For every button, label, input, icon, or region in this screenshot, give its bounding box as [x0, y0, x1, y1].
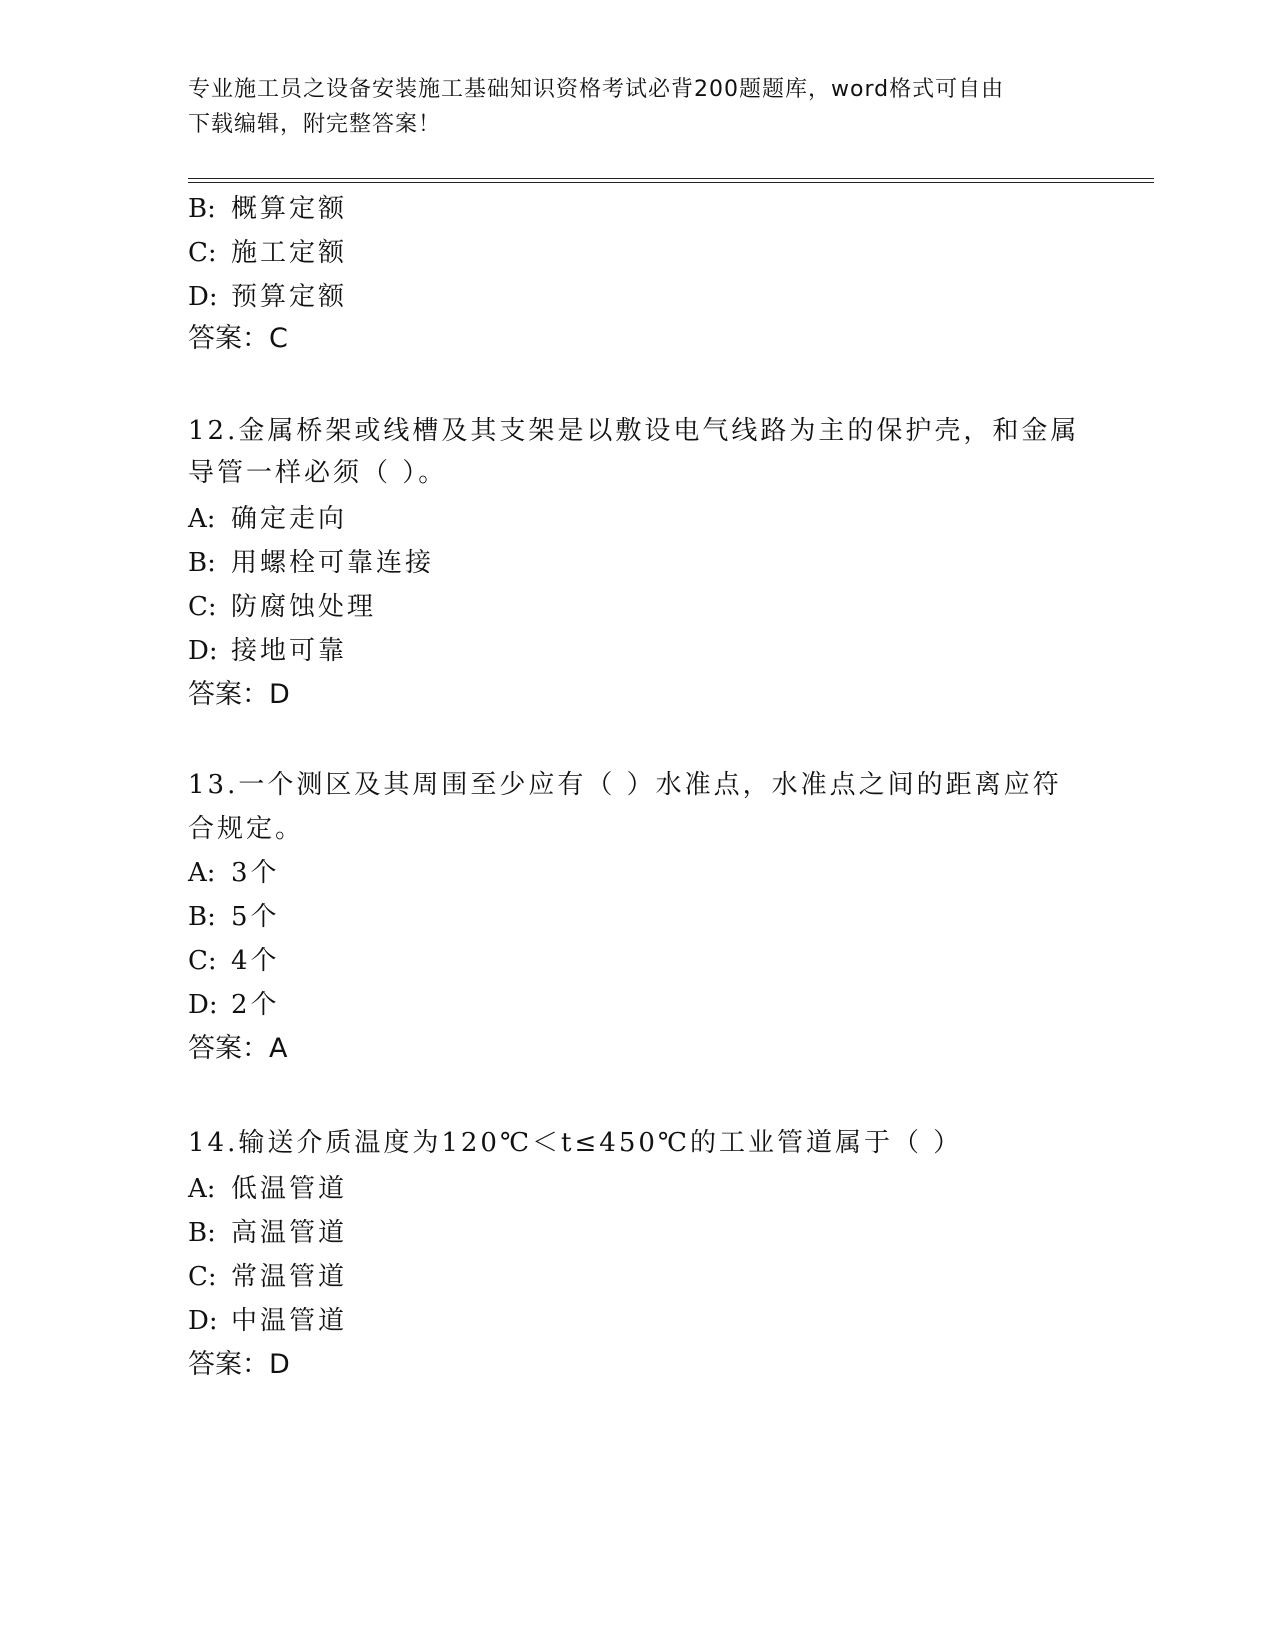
q12-answer: 答案：D — [188, 679, 290, 710]
q12-option-a — [188, 504, 347, 534]
option-text: 预算定额 — [231, 282, 348, 312]
option-text: 高温管道 — [231, 1218, 348, 1248]
option-text: 中温管道 — [231, 1306, 348, 1336]
q13-answer: 答案：A — [188, 1033, 288, 1064]
option-text: 防腐蚀处理 — [231, 592, 377, 622]
option-label: A: — [188, 504, 216, 534]
option-label: D: — [188, 1306, 218, 1336]
option-label: C: — [188, 1262, 217, 1292]
q11-answer: 答案：C — [188, 323, 288, 354]
option-text: 3个 — [231, 858, 280, 888]
q13-option-b — [188, 902, 280, 932]
option-label: B: — [188, 902, 216, 932]
q12-stem-line-2: 导管一样必须（ ）。 — [188, 458, 448, 488]
header-title-line-2: 下载编辑，附完整答案！ — [188, 112, 442, 137]
option-label: B: — [188, 1218, 216, 1248]
option-label: A: — [188, 858, 216, 888]
q14-answer: 答案：D — [188, 1349, 290, 1380]
option-text: 用螺栓可靠连接 — [231, 548, 435, 578]
q13-stem-line-1: 13.一个测区及其周围至少应有（ ）水准点，水准点之间的距离应符 — [188, 770, 1062, 800]
q12-option-c — [188, 592, 376, 622]
option-text: 常温管道 — [231, 1262, 348, 1292]
q11-option-c — [188, 238, 347, 268]
option-label: C: — [188, 592, 217, 622]
option-text: 施工定额 — [231, 238, 348, 268]
option-label: D: — [188, 282, 218, 312]
option-label: C: — [188, 946, 217, 976]
q11-option-b — [188, 194, 347, 224]
option-text: 5个 — [231, 902, 280, 932]
option-label: D: — [188, 990, 218, 1020]
q14-option-a — [188, 1174, 347, 1204]
q14-stem-line-1: 14.输送介质温度为120℃＜t≤450℃的工业管道属于（ ） — [188, 1128, 963, 1158]
option-text: 4个 — [231, 946, 280, 976]
option-label: B: — [188, 194, 216, 224]
q13-option-a — [188, 858, 280, 888]
option-text: 低温管道 — [231, 1174, 348, 1204]
header-divider-top — [188, 178, 1154, 179]
option-text: 接地可靠 — [231, 636, 348, 666]
option-label: C: — [188, 238, 217, 268]
option-text: 确定走向 — [231, 504, 348, 534]
option-label: D: — [188, 636, 218, 666]
q14-option-d — [188, 1306, 347, 1336]
option-text: 2个 — [231, 990, 280, 1020]
q13-option-d — [188, 990, 280, 1020]
document-header — [188, 72, 1068, 142]
option-label: B: — [188, 548, 216, 578]
option-text: 概算定额 — [231, 194, 348, 224]
option-label: A: — [188, 1174, 216, 1204]
q12-stem-line-1: 12.金属桥架或线槽及其支架是以敷设电气线路为主的保护壳，和金属 — [188, 416, 1080, 446]
q13-stem-line-2: 合规定。 — [188, 814, 305, 844]
q14-option-c — [188, 1262, 347, 1292]
q14-option-b — [188, 1218, 347, 1248]
header-title-line-1: 专业施工员之设备安装施工基础知识资格考试必背200题题库，word格式可自由 — [188, 77, 1005, 102]
q12-option-b — [188, 548, 434, 578]
q13-option-c — [188, 946, 280, 976]
q12-option-d — [188, 636, 347, 666]
header-divider-bottom — [188, 182, 1154, 183]
q11-option-d — [188, 282, 347, 312]
